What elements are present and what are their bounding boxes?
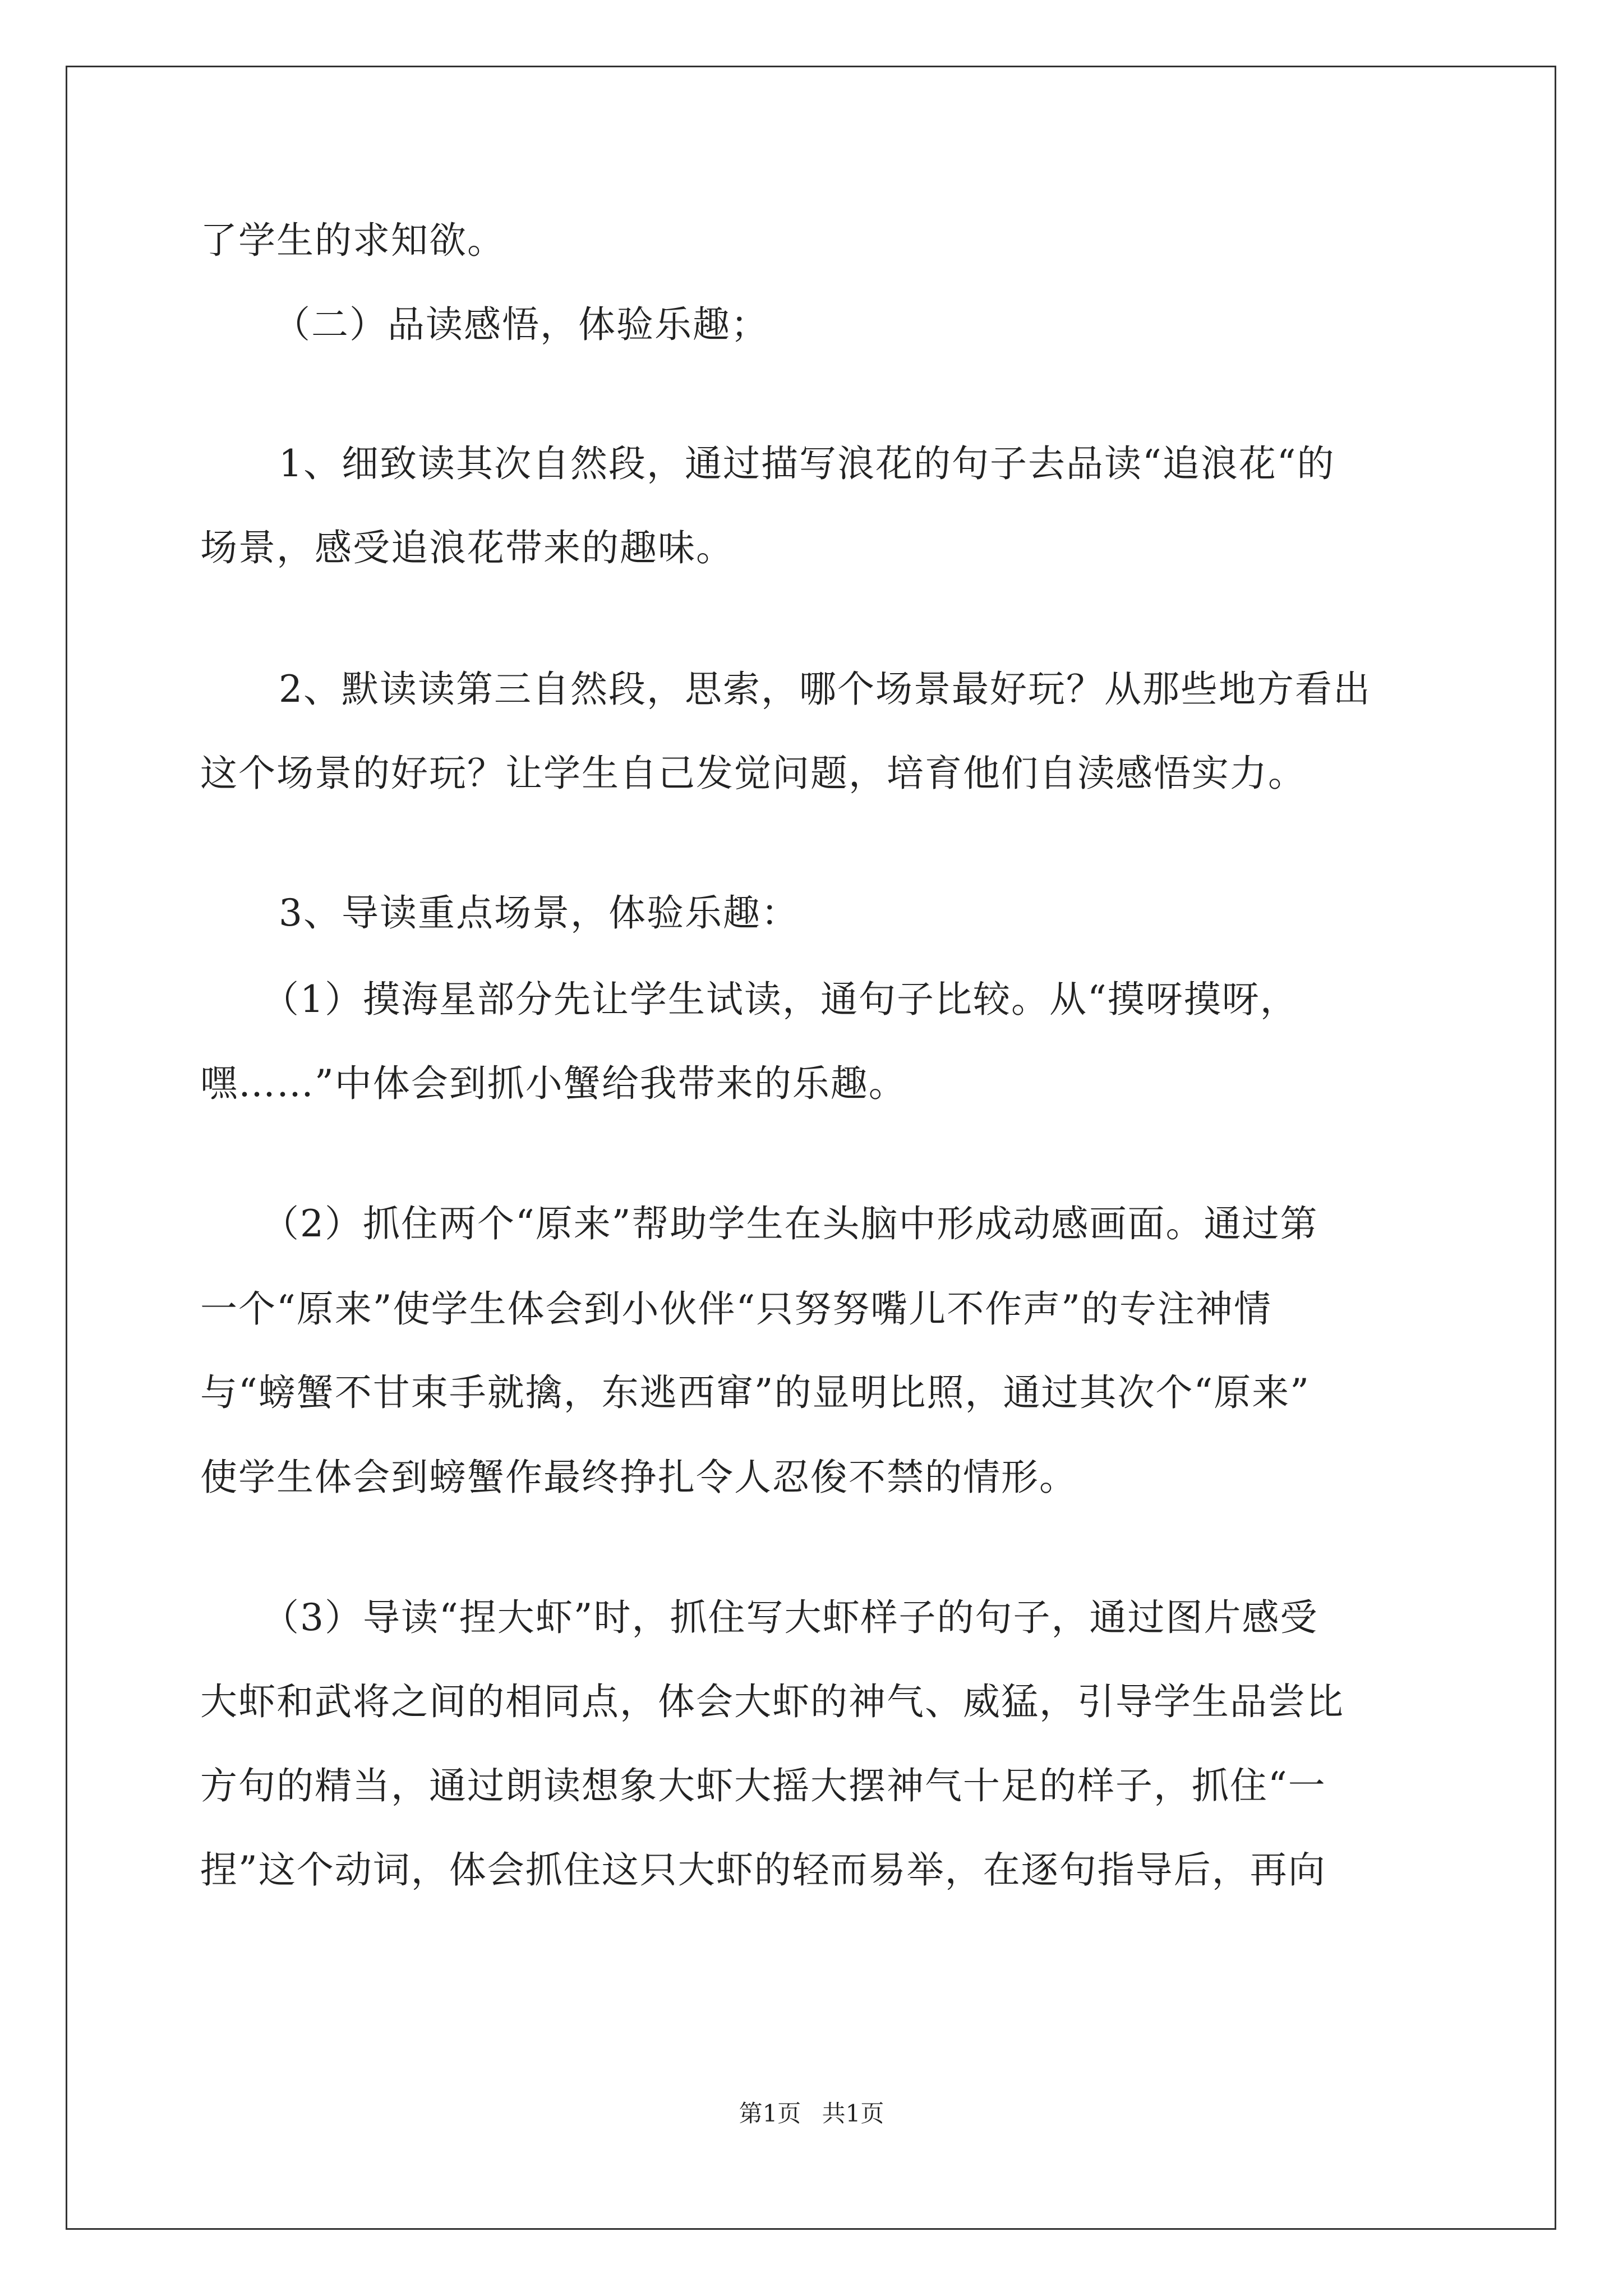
page-footer bbox=[0, 2097, 1623, 2131]
paragraph-line: 使学生体会到螃蟹作最终挣扎令人忍俊不禁的情形。 bbox=[200, 1456, 1077, 1499]
paragraph-line: 大虾和武将之间的相同点，体会大虾的神气、威猛，引导学生品尝比 bbox=[200, 1680, 1344, 1723]
paragraph-line: 捏”这个动词，体会抓住这只大虾的轻而易举，在逐句指导后，再向 bbox=[200, 1848, 1326, 1892]
paragraph-line: 场景，感受追浪花带来的趣味。 bbox=[200, 526, 734, 569]
paragraph-line: 2、默读读第三自然段，思索，哪个场景最好玩？从那些地方看出 bbox=[279, 668, 1371, 711]
paragraph-line: 1、细致读其次自然段，通过描写浪花的句子去品读“追浪花“的 bbox=[279, 442, 1335, 485]
paragraph-line: 嘿……”中体会到抓小蟹给我带来的乐趣。 bbox=[200, 1062, 907, 1105]
paragraph-line: （3）导读“捏大虾”时，抓住写大虾样子的句子，通过图片感受 bbox=[262, 1596, 1318, 1639]
paragraph-line: 这个场景的好玩？让学生自己发觉问题，培育他们自渎感悟实力。 bbox=[200, 752, 1306, 795]
paragraph-line: （1）摸海星部分先让学生试读，通句子比较。从“摸呀摸呀， bbox=[262, 978, 1298, 1021]
page-total: 共1页 bbox=[822, 2100, 884, 2127]
paragraph-line: 方句的精当，通过朗读想象大虾大摇大摆神气十足的样子，抓住“一 bbox=[200, 1764, 1326, 1807]
paragraph-line: 一个“原来”使学生体会到小伙伴“只努努嘴儿不作声”的专注神情 bbox=[200, 1287, 1272, 1331]
section-heading: （二）品读感悟，体验乐趣； bbox=[273, 303, 769, 346]
page-number: 第1页 bbox=[739, 2100, 801, 2127]
paragraph-line: 了学生的求知欲。 bbox=[200, 219, 505, 262]
paragraph-line: 与“螃蟹不甘束手就擒，东逃西窜”的显明比照，通过其次个“原来” bbox=[200, 1371, 1310, 1414]
paragraph-line: 3、导读重点场景，体验乐趣： bbox=[279, 891, 799, 935]
paragraph-line: （2）抓住两个“原来”帮助学生在头脑中形成动感画面。通过第 bbox=[262, 1202, 1318, 1245]
page-border bbox=[66, 66, 1556, 2230]
